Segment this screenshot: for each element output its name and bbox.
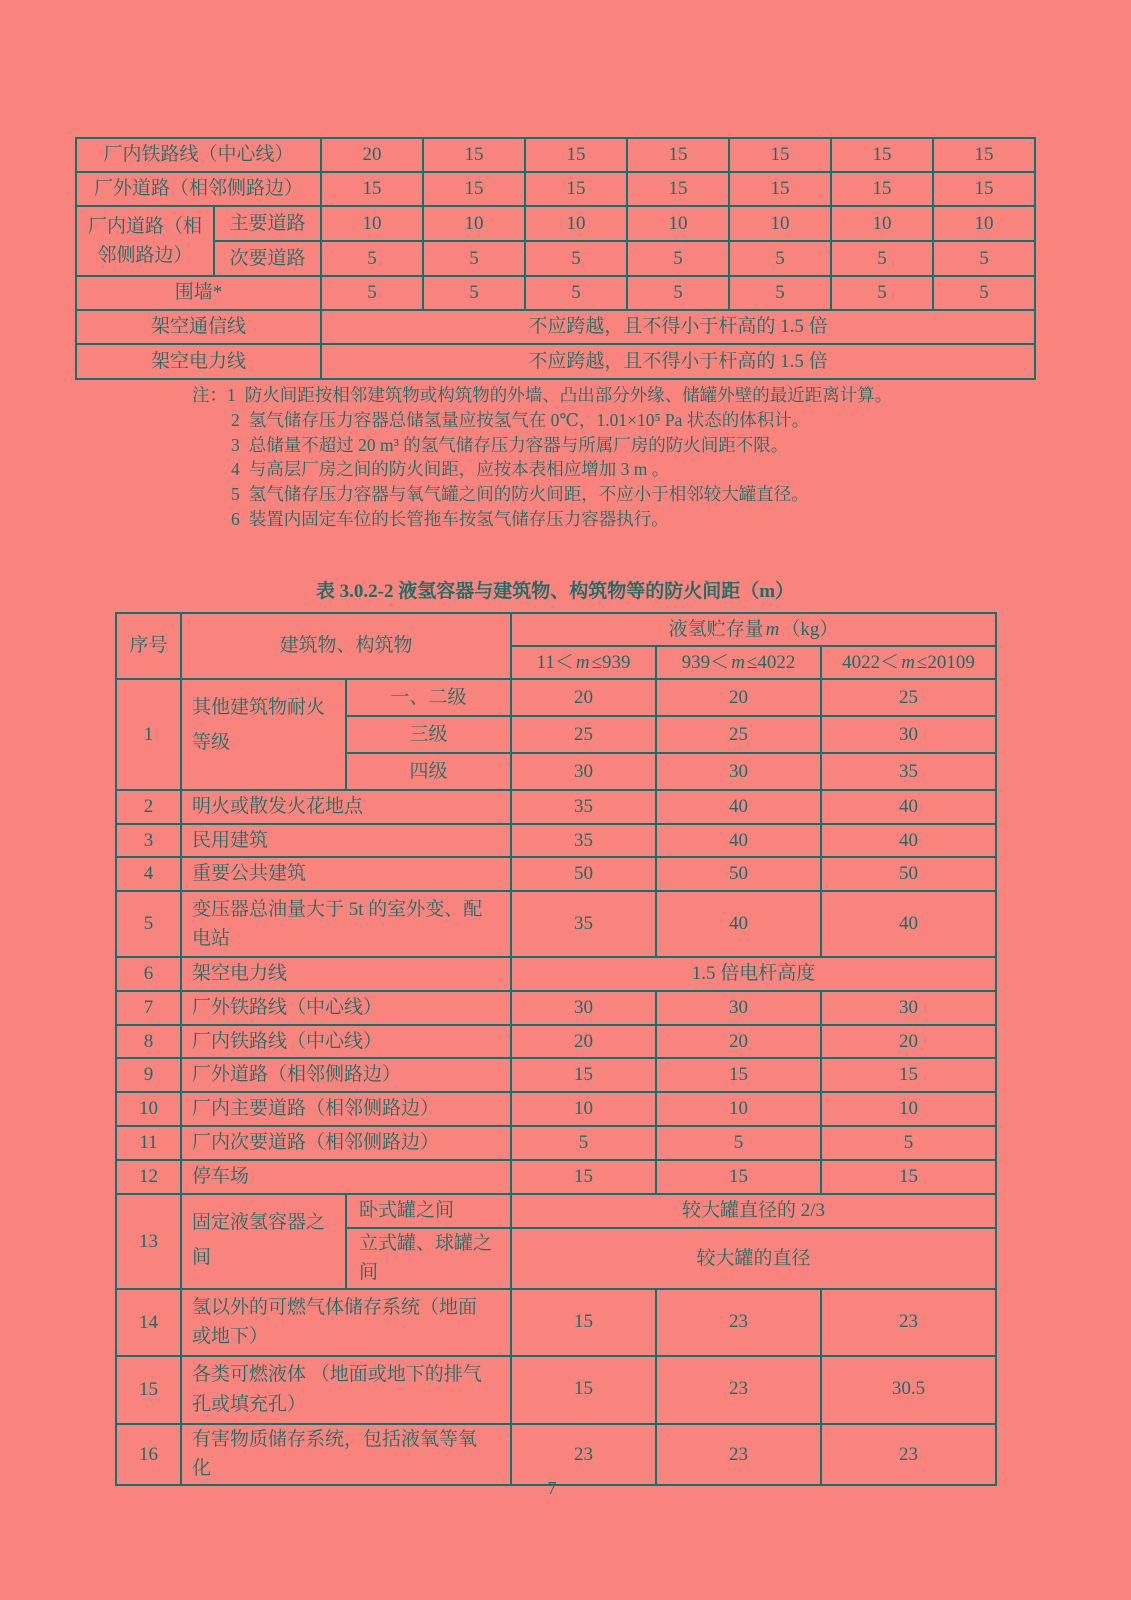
sub-label-cell: 立式罐、球罐之间 bbox=[346, 1228, 511, 1289]
no-cell: 12 bbox=[116, 1160, 181, 1194]
value-cell: 23 bbox=[656, 1356, 821, 1424]
value-cell: 10 bbox=[821, 1092, 996, 1126]
row-label-cell: 厂内次要道路（相邻侧路边） bbox=[181, 1126, 511, 1160]
no-cell: 6 bbox=[116, 957, 181, 991]
range-text: ≤939 bbox=[591, 651, 631, 673]
no-cell: 11 bbox=[116, 1126, 181, 1160]
no-cell: 8 bbox=[116, 1025, 181, 1058]
value-cell: 5 bbox=[321, 276, 423, 310]
value-cell: 20 bbox=[511, 1025, 656, 1058]
value-cell: 50 bbox=[511, 857, 656, 891]
row-label-cell: 民用建筑 bbox=[181, 824, 511, 857]
value-cell: 15 bbox=[423, 138, 525, 172]
row-label-cell: 氢以外的可燃气体储存系统（地面或地下） bbox=[181, 1289, 511, 1356]
sub-label-cell: 一、二级 bbox=[346, 679, 511, 716]
row-label-cell: 变压器总油量大于 5t 的室外变、配电站 bbox=[181, 891, 511, 957]
value-cell: 5 bbox=[831, 241, 933, 276]
value-cell: 40 bbox=[656, 790, 821, 824]
value-cell: 35 bbox=[821, 753, 996, 790]
table-row bbox=[76, 344, 1035, 379]
table-row bbox=[116, 1126, 996, 1160]
note-item bbox=[192, 408, 892, 433]
table-row bbox=[76, 310, 1035, 344]
table-title: 表 3.0.2-2 液氢容器与建筑物、构筑物等的防火间距（m） bbox=[315, 581, 795, 602]
sub-label-cell: 次要道路 bbox=[214, 241, 321, 276]
header-storage-cell bbox=[511, 613, 996, 646]
value-cell: 15 bbox=[656, 1160, 821, 1194]
value-cell: 5 bbox=[321, 241, 423, 276]
note-item bbox=[192, 433, 892, 458]
table-row bbox=[76, 241, 1035, 276]
value-cell: 20 bbox=[656, 1025, 821, 1058]
value-cell: 40 bbox=[656, 824, 821, 857]
table-row bbox=[116, 1058, 996, 1092]
note-item bbox=[192, 482, 892, 507]
value-cell: 23 bbox=[656, 1289, 821, 1356]
value-cell: 5 bbox=[423, 241, 525, 276]
sub-label-cell: 三级 bbox=[346, 716, 511, 753]
note-number: 3 bbox=[231, 434, 240, 455]
value-cell: 30.5 bbox=[821, 1356, 996, 1424]
value-cell: 5 bbox=[525, 241, 627, 276]
value-cell: 5 bbox=[831, 276, 933, 310]
range-text: ≤4022 bbox=[746, 651, 796, 673]
no-cell: 15 bbox=[116, 1356, 181, 1424]
value-cell: 10 bbox=[627, 206, 729, 241]
sub-label-cell: 四级 bbox=[346, 753, 511, 790]
header-range-cell bbox=[821, 646, 996, 679]
value-cell: 20 bbox=[321, 138, 423, 172]
note-text: 与高层厂房之间的防火间距，应按本表相应增加 3 m 。 bbox=[248, 459, 670, 480]
row-label-cell: 架空电力线 bbox=[76, 344, 321, 379]
range-text: 939＜ bbox=[681, 651, 730, 673]
value-cell: 50 bbox=[656, 857, 821, 891]
row-label-cell: 厂外道路（相邻侧路边） bbox=[181, 1058, 511, 1092]
value-cell: 35 bbox=[511, 824, 656, 857]
value-cell: 15 bbox=[511, 1058, 656, 1092]
row-label-cell: 重要公共建筑 bbox=[181, 857, 511, 891]
header-range-cell bbox=[511, 646, 656, 679]
value-cell: 25 bbox=[511, 716, 656, 753]
value-cell: 50 bbox=[821, 857, 996, 891]
value-cell: 15 bbox=[525, 138, 627, 172]
value-cell: 30 bbox=[656, 753, 821, 790]
value-cell: 15 bbox=[933, 138, 1035, 172]
note-item bbox=[192, 457, 892, 482]
header-building-cell: 建筑物、构筑物 bbox=[181, 613, 511, 679]
table-row bbox=[76, 172, 1035, 206]
value-cell: 15 bbox=[656, 1058, 821, 1092]
value-cell: 10 bbox=[321, 206, 423, 241]
value-cell: 5 bbox=[627, 276, 729, 310]
merged-value-cell: 1.5 倍电杆高度 bbox=[511, 957, 996, 991]
note-number: 4 bbox=[231, 459, 240, 480]
table-row bbox=[116, 1160, 996, 1194]
row-label-cell: 明火或散发火花地点 bbox=[181, 790, 511, 824]
no-cell: 10 bbox=[116, 1092, 181, 1126]
table-row bbox=[116, 1424, 996, 1485]
value-cell: 25 bbox=[821, 679, 996, 716]
value-cell: 15 bbox=[831, 172, 933, 206]
range-text: 11＜ bbox=[536, 651, 574, 673]
note-prefix: 注： bbox=[192, 385, 227, 405]
row-label-cell: 厂外铁路线（中心线） bbox=[181, 991, 511, 1025]
storage-variable: m bbox=[765, 618, 780, 640]
value-cell: 15 bbox=[627, 138, 729, 172]
range-text: ≤20109 bbox=[916, 651, 975, 673]
merged-value-cell: 较大罐直径的 2/3 bbox=[511, 1194, 996, 1228]
no-cell: 2 bbox=[116, 790, 181, 824]
row-label-cell: 厂内铁路线（中心线） bbox=[181, 1025, 511, 1058]
row-label-cell: 各类可燃液体 （地面或地下的排气孔或填充孔） bbox=[181, 1356, 511, 1424]
note-number: 2 bbox=[231, 409, 240, 430]
value-cell: 5 bbox=[423, 276, 525, 310]
row-label-cell: 厂外道路（相邻侧路边） bbox=[76, 172, 321, 206]
value-cell: 5 bbox=[511, 1126, 656, 1160]
value-cell: 15 bbox=[321, 172, 423, 206]
note-text: 氢气储存压力容器总储氢量应按氢气在 0℃，1.01×10⁵ Pa 状态的体积计。 bbox=[248, 409, 810, 430]
value-cell: 5 bbox=[656, 1126, 821, 1160]
value-cell: 10 bbox=[525, 206, 627, 241]
value-cell: 5 bbox=[933, 276, 1035, 310]
value-cell: 15 bbox=[821, 1160, 996, 1194]
no-cell: 1 bbox=[116, 679, 181, 790]
table-row bbox=[116, 1025, 996, 1058]
no-cell: 7 bbox=[116, 991, 181, 1025]
table-row bbox=[116, 1194, 996, 1228]
merged-value-cell: 不应跨越，且不得小于杆高的 1.5 倍 bbox=[321, 344, 1035, 379]
group-label-cell: 厂内道路（相邻侧路边） bbox=[76, 206, 214, 276]
sub-label-cell: 卧式罐之间 bbox=[346, 1194, 511, 1228]
value-cell: 10 bbox=[729, 206, 831, 241]
range-variable: m bbox=[731, 651, 745, 673]
value-cell: 20 bbox=[656, 679, 821, 716]
value-cell: 10 bbox=[933, 206, 1035, 241]
value-cell: 23 bbox=[821, 1424, 996, 1485]
value-cell: 10 bbox=[511, 1092, 656, 1126]
value-cell: 15 bbox=[729, 138, 831, 172]
value-cell: 30 bbox=[511, 753, 656, 790]
storage-label: 液氢贮存量 bbox=[668, 618, 764, 640]
value-cell: 10 bbox=[656, 1092, 821, 1126]
table-gas-hydrogen-distances bbox=[75, 137, 1036, 380]
range-variable: m bbox=[901, 651, 915, 673]
value-cell: 10 bbox=[831, 206, 933, 241]
value-cell: 25 bbox=[656, 716, 821, 753]
range-text: 4022＜ bbox=[842, 651, 900, 673]
no-cell: 5 bbox=[116, 891, 181, 957]
value-cell: 5 bbox=[821, 1126, 996, 1160]
table-row bbox=[76, 276, 1035, 310]
header-no-cell: 序号 bbox=[116, 613, 181, 679]
note-number: 5 bbox=[231, 484, 240, 505]
merged-value-cell: 较大罐的直径 bbox=[511, 1228, 996, 1289]
table-row bbox=[116, 991, 996, 1025]
sub-label-cell: 主要道路 bbox=[214, 206, 321, 241]
value-cell: 30 bbox=[656, 991, 821, 1025]
merged-value-cell: 不应跨越，且不得小于杆高的 1.5 倍 bbox=[321, 310, 1035, 344]
table-row bbox=[76, 206, 1035, 241]
value-cell: 5 bbox=[729, 241, 831, 276]
page-number: 7 bbox=[547, 1478, 557, 1498]
value-cell: 15 bbox=[831, 138, 933, 172]
range-variable: m bbox=[575, 651, 590, 673]
note-number: 6 bbox=[231, 508, 240, 529]
table-row bbox=[116, 1092, 996, 1126]
row-label-cell: 有害物质储存系统，包括液氧等氧化 bbox=[181, 1424, 511, 1485]
table-row bbox=[116, 857, 996, 891]
no-cell: 13 bbox=[116, 1194, 181, 1289]
value-cell: 5 bbox=[627, 241, 729, 276]
value-cell: 40 bbox=[821, 891, 996, 957]
value-cell: 30 bbox=[821, 716, 996, 753]
table-row bbox=[116, 1289, 996, 1356]
table-notes bbox=[192, 383, 892, 532]
row-label-cell: 停车场 bbox=[181, 1160, 511, 1194]
value-cell: 35 bbox=[511, 790, 656, 824]
table-row bbox=[76, 138, 1035, 172]
value-cell: 15 bbox=[511, 1356, 656, 1424]
note-text: 氢气储存压力容器与氧气罐之间的防火间距，不应小于相邻较大罐直径。 bbox=[248, 484, 809, 505]
value-cell: 35 bbox=[511, 891, 656, 957]
value-cell: 5 bbox=[933, 241, 1035, 276]
value-cell: 15 bbox=[511, 1289, 656, 1356]
no-cell: 4 bbox=[116, 857, 181, 891]
note-item bbox=[192, 507, 892, 532]
value-cell: 40 bbox=[656, 891, 821, 957]
no-cell: 14 bbox=[116, 1289, 181, 1356]
table-row bbox=[116, 679, 996, 716]
value-cell: 15 bbox=[525, 172, 627, 206]
table-header-row bbox=[116, 613, 996, 646]
value-cell: 40 bbox=[821, 790, 996, 824]
note-text: 装置内固定车位的长管拖车按氢气储存压力容器执行。 bbox=[248, 508, 669, 529]
value-cell: 23 bbox=[821, 1289, 996, 1356]
storage-unit: （kg） bbox=[781, 618, 839, 640]
value-cell: 30 bbox=[511, 991, 656, 1025]
value-cell: 15 bbox=[729, 172, 831, 206]
no-cell: 9 bbox=[116, 1058, 181, 1092]
value-cell: 15 bbox=[423, 172, 525, 206]
value-cell: 5 bbox=[729, 276, 831, 310]
value-cell: 15 bbox=[627, 172, 729, 206]
row-label-cell: 架空电力线 bbox=[181, 957, 511, 991]
value-cell: 23 bbox=[511, 1424, 656, 1485]
note-number: 1 bbox=[227, 385, 236, 405]
table-row bbox=[116, 891, 996, 957]
note-item bbox=[192, 383, 892, 408]
no-cell: 16 bbox=[116, 1424, 181, 1485]
no-cell: 3 bbox=[116, 824, 181, 857]
row-label-cell: 厂内主要道路（相邻侧路边） bbox=[181, 1092, 511, 1126]
value-cell: 10 bbox=[423, 206, 525, 241]
table-row bbox=[116, 1356, 996, 1424]
value-cell: 20 bbox=[821, 1025, 996, 1058]
group-label-cell: 其他建筑物耐火等级 bbox=[181, 679, 346, 790]
value-cell: 30 bbox=[821, 991, 996, 1025]
table-row bbox=[116, 957, 996, 991]
table-liquid-hydrogen-distances bbox=[115, 612, 997, 1486]
group-label-cell: 固定液氢容器之间 bbox=[181, 1194, 346, 1289]
value-cell: 40 bbox=[821, 824, 996, 857]
row-label-cell: 架空通信线 bbox=[76, 310, 321, 344]
value-cell: 15 bbox=[511, 1160, 656, 1194]
note-text: 防火间距按相邻建筑物或构筑物的外墙、凸出部分外缘、储罐外壁的最近距离计算。 bbox=[244, 385, 893, 405]
value-cell: 15 bbox=[933, 172, 1035, 206]
header-range-cell bbox=[656, 646, 821, 679]
value-cell: 15 bbox=[821, 1058, 996, 1092]
value-cell: 5 bbox=[525, 276, 627, 310]
table-row bbox=[116, 790, 996, 824]
value-cell: 23 bbox=[656, 1424, 821, 1485]
value-cell: 20 bbox=[511, 679, 656, 716]
note-text: 总储量不超过 20 m³ 的氢气储存压力容器与所属厂房的防火间距不限。 bbox=[248, 434, 789, 455]
table-row bbox=[116, 824, 996, 857]
row-label-cell: 围墙* bbox=[76, 276, 321, 310]
row-label-cell: 厂内铁路线（中心线） bbox=[76, 138, 321, 172]
